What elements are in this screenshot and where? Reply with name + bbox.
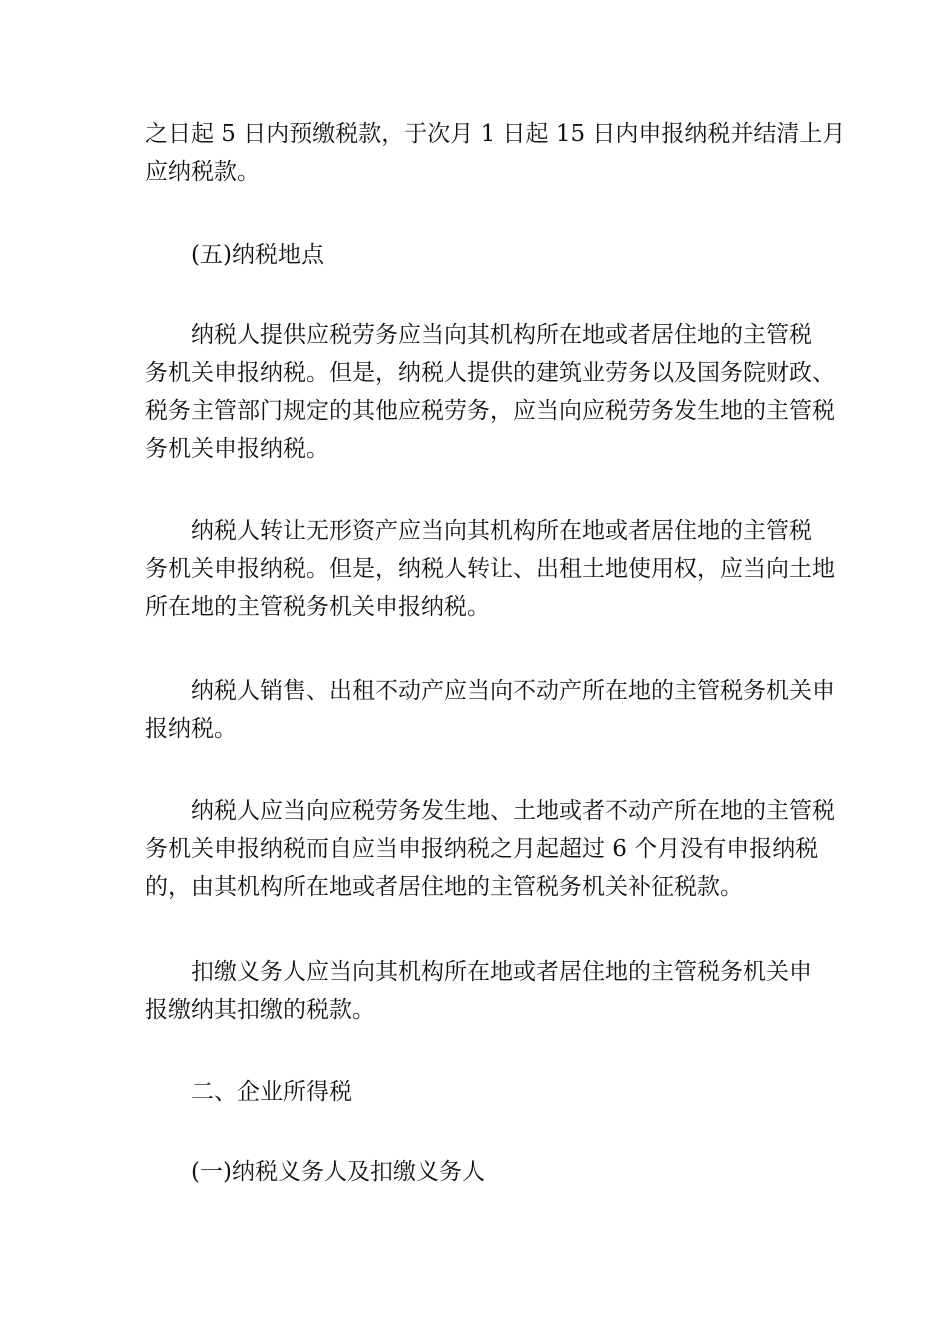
heading-text: 二、企业所得税 (191, 1079, 352, 1105)
text-line: 纳税人提供应税劳务应当向其机构所在地或者居住地的主管税 (191, 322, 812, 348)
section-heading-tax-location (145, 236, 815, 274)
paragraph-overdue-declaration (145, 792, 835, 906)
text-line: 务机关申报纳税。 (145, 436, 329, 462)
paragraph-taxable-services-location (145, 316, 835, 468)
text-line: 务机关申报纳税。但是，纳税人提供的建筑业劳务以及国务院财政、 (145, 360, 835, 386)
text-line: 所在地的主管税务机关申报纳税。 (145, 594, 490, 620)
text-line: 纳税人销售、出租不动产应当向不动产所在地的主管税务机关申 (191, 678, 835, 704)
text-line: 的，由其机构所在地或者居住地的主管税务机关补征税款。 (145, 874, 743, 900)
text-line: 务机关申报纳税而自应当申报纳税之月起超过 6 个月没有申报纳税 (145, 836, 819, 862)
text-line: 报缴纳其扣缴的税款。 (145, 997, 375, 1023)
section-heading-enterprise-income-tax (145, 1073, 815, 1111)
text-line: 报纳税。 (145, 716, 237, 742)
text-line: 税务主管部门规定的其他应税劳务，应当向应税劳务发生地的主管税 (145, 398, 835, 424)
paragraph-withholding-agent (145, 953, 815, 1029)
heading-text: (一)纳税义务人及扣缴义务人 (191, 1159, 485, 1185)
heading-text: (五)纳税地点 (191, 242, 324, 268)
text-line: 纳税人应当向应税劳务发生地、土地或者不动产所在地的主管税 (191, 798, 835, 824)
paragraph-intangible-assets-location (145, 512, 835, 626)
text-line: 应纳税款。 (145, 159, 260, 185)
text-line: 之日起 5 日内预缴税款，于次月 1 日起 15 日内申报纳税并结清上月 (145, 121, 846, 147)
text-line: 扣缴义务人应当向其机构所在地或者居住地的主管税务机关申 (191, 959, 812, 985)
section-heading-taxpayers (145, 1153, 815, 1191)
paragraph-real-estate-location (145, 672, 835, 748)
text-line: 务机关申报纳税。但是，纳税人转让、出租土地使用权，应当向土地 (145, 556, 835, 582)
text-line: 纳税人转让无形资产应当向其机构所在地或者居住地的主管税 (191, 518, 812, 544)
paragraph-prepayment-deadline (145, 115, 846, 191)
